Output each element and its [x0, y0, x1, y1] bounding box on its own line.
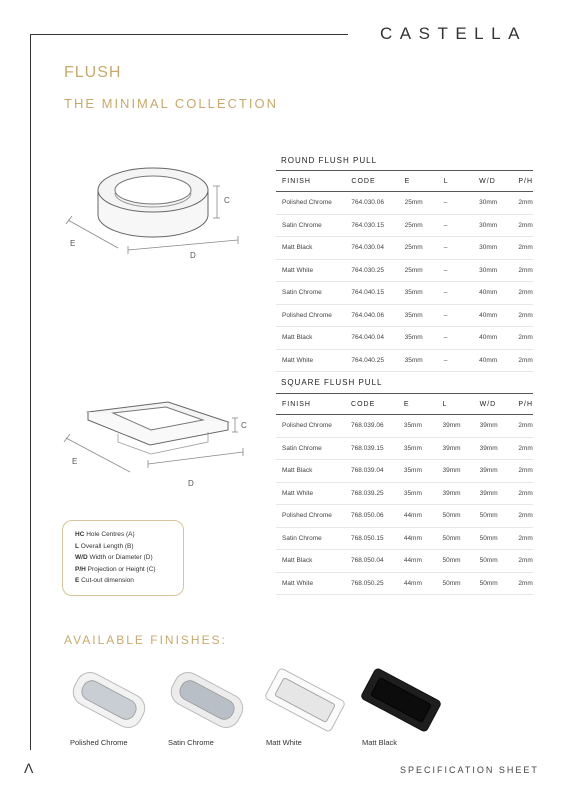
finish-cell: Matt White [276, 572, 345, 595]
wd-cell: 39mm [474, 460, 513, 483]
code-cell: 764.040.25 [345, 349, 398, 372]
finish-label: Polished Chrome [70, 738, 128, 747]
code-cell: 768.039.25 [345, 482, 398, 505]
l-cell: – [438, 237, 473, 260]
table-row [276, 505, 533, 528]
ph-cell: 2mm [512, 304, 533, 327]
l-cell: – [438, 304, 473, 327]
e-cell: 35mm [398, 460, 437, 483]
e-cell: 44mm [398, 527, 437, 550]
l-cell: 50mm [437, 527, 474, 550]
wd-cell: 30mm [473, 214, 512, 237]
finish-label: Matt Black [362, 738, 398, 747]
wd-cell: 40mm [473, 304, 512, 327]
finish-cell: Satin Chrome [276, 214, 345, 237]
table-header-row [276, 394, 533, 415]
legend-row [75, 564, 183, 576]
e-cell: 25mm [399, 192, 438, 215]
e-cell: 35mm [399, 304, 438, 327]
e-cell: 35mm [398, 482, 437, 505]
legend-text: Cut-out dimension [81, 577, 134, 584]
ph-cell: 2mm [512, 327, 533, 350]
finish-swatch [64, 665, 154, 735]
column-header-e: E [398, 394, 437, 415]
code-cell: 764.030.04 [345, 237, 398, 260]
l-cell: 50mm [437, 550, 474, 573]
finish-cell: Matt White [276, 482, 345, 505]
code-cell: 768.050.04 [345, 550, 398, 573]
finish-cell: Matt Black [276, 460, 345, 483]
round-table-title: ROUND FLUSH PULL [281, 156, 378, 165]
finish-cell: Polished Chrome [276, 192, 345, 215]
wd-cell: 50mm [474, 572, 513, 595]
finish-cell: Matt White [276, 259, 345, 282]
column-header-wd: W/D [474, 394, 513, 415]
column-header-ph: P/H [512, 171, 533, 192]
l-cell: 50mm [437, 505, 474, 528]
code-cell: 768.039.06 [345, 415, 398, 438]
column-header-finish: FINISH [276, 171, 345, 192]
finish-cell: Satin Chrome [276, 437, 345, 460]
finish-label: Satin Chrome [168, 738, 214, 747]
table-row [276, 237, 533, 260]
legend-text: Projection or Height (C) [87, 565, 156, 573]
page-title: FLUSH [64, 64, 122, 81]
e-cell: 25mm [399, 237, 438, 260]
e-cell: 35mm [398, 437, 437, 460]
finish-cell: Polished Chrome [276, 415, 345, 438]
table-row [276, 214, 533, 237]
ph-cell: 2mm [512, 437, 533, 460]
ph-cell: 2mm [512, 237, 533, 260]
legend-abbr: P/H [75, 565, 86, 573]
e-cell: 35mm [399, 327, 438, 350]
legend-text: Overall Length (B) [80, 542, 134, 550]
square-flush-pull-diagram [58, 392, 258, 502]
dimension-d-label: D [188, 479, 194, 488]
finish-swatch [356, 665, 446, 735]
code-cell: 764.040.06 [345, 304, 398, 327]
wd-cell: 30mm [473, 259, 512, 282]
dimension-legend [62, 520, 184, 596]
l-cell: – [438, 282, 473, 305]
finish-cell: Matt Black [276, 237, 345, 260]
brand-logo: CASTELLA [380, 24, 527, 43]
ph-cell: 2mm [512, 259, 533, 282]
finishes-title: AVAILABLE FINISHES: [64, 633, 227, 647]
legend-abbr: W/D [75, 554, 88, 561]
e-cell: 25mm [399, 259, 438, 282]
wd-cell: 39mm [474, 482, 513, 505]
table-row [276, 460, 533, 483]
e-cell: 25mm [399, 214, 438, 237]
column-header-wd: W/D [473, 171, 512, 192]
wd-cell: 50mm [474, 550, 513, 573]
e-cell: 35mm [399, 349, 438, 372]
ph-cell: 2mm [512, 460, 533, 483]
code-cell: 768.050.25 [345, 572, 398, 595]
table-row [276, 482, 533, 505]
page-subtitle: THE MINIMAL COLLECTION [64, 96, 278, 111]
finish-label: Matt White [266, 738, 302, 747]
l-cell: – [438, 349, 473, 372]
table-row [276, 304, 533, 327]
wd-cell: 30mm [473, 192, 512, 215]
legend-abbr: E [75, 577, 80, 584]
finish-cell: Matt Black [276, 550, 345, 573]
wd-cell: 50mm [474, 527, 513, 550]
column-header-l: L [437, 394, 474, 415]
code-cell: 768.039.04 [345, 460, 398, 483]
code-cell: 764.040.15 [345, 282, 398, 305]
wd-cell: 40mm [473, 282, 512, 305]
legend-row [75, 529, 183, 541]
code-cell: 768.050.06 [345, 505, 398, 528]
code-cell: 764.030.06 [345, 192, 398, 215]
dimension-e-label: E [70, 239, 76, 248]
ph-cell: 2mm [512, 505, 533, 528]
column-header-e: E [399, 171, 438, 192]
code-cell: 764.030.25 [345, 259, 398, 282]
e-cell: 44mm [398, 550, 437, 573]
table-row [276, 192, 533, 215]
table-row [276, 550, 533, 573]
wd-cell: 40mm [473, 327, 512, 350]
legend-text: Width or Diameter (D) [89, 554, 153, 561]
frame-top-line [30, 34, 348, 35]
ph-cell: 2mm [512, 349, 533, 372]
e-cell: 44mm [398, 572, 437, 595]
dimension-e-label: E [72, 457, 78, 466]
ph-cell: 2mm [512, 192, 533, 215]
ph-cell: 2mm [512, 214, 533, 237]
l-cell: – [438, 214, 473, 237]
square-table-title: SQUARE FLUSH PULL [281, 378, 383, 387]
table-row [276, 437, 533, 460]
l-cell: 50mm [437, 572, 474, 595]
l-cell: 39mm [437, 460, 474, 483]
column-header-code: CODE [345, 394, 398, 415]
e-cell: 44mm [398, 505, 437, 528]
legend-abbr: HC [75, 531, 85, 538]
code-cell: 768.050.15 [345, 527, 398, 550]
l-cell: – [438, 192, 473, 215]
e-cell: 35mm [399, 282, 438, 305]
legend-row [75, 552, 183, 564]
finish-cell: Polished Chrome [276, 304, 345, 327]
table-row [276, 282, 533, 305]
l-cell: – [438, 259, 473, 282]
legend-row [75, 575, 183, 587]
footer-label: SPECIFICATION SHEET [400, 765, 539, 775]
dimension-d-label: D [190, 251, 196, 260]
e-cell: 35mm [398, 415, 437, 438]
legend-text: Hole Centres (A) [86, 531, 135, 538]
ph-cell: 2mm [512, 415, 533, 438]
column-header-l: L [438, 171, 473, 192]
table-row [276, 572, 533, 595]
legend-abbr: L [75, 542, 79, 550]
l-cell: 39mm [437, 437, 474, 460]
column-header-finish: FINISH [276, 394, 345, 415]
wd-cell: 39mm [474, 437, 513, 460]
code-cell: 764.040.04 [345, 327, 398, 350]
table-row [276, 527, 533, 550]
wd-cell: 30mm [473, 237, 512, 260]
code-cell: 764.030.15 [345, 214, 398, 237]
dimension-c-label: C [241, 421, 247, 430]
ph-cell: 2mm [512, 482, 533, 505]
finish-swatch [162, 665, 252, 735]
finish-cell: Satin Chrome [276, 282, 345, 305]
legend-row [75, 541, 183, 553]
finish-cell: Matt White [276, 349, 345, 372]
ph-cell: 2mm [512, 527, 533, 550]
l-cell: 39mm [437, 415, 474, 438]
finish-swatch [260, 665, 350, 735]
table-row [276, 349, 533, 372]
dimension-c-label: C [224, 196, 230, 205]
column-header-ph: P/H [512, 394, 533, 415]
column-header-code: CODE [345, 171, 398, 192]
footer-logo-mark: Λ [24, 760, 34, 776]
round-flush-pull-diagram [58, 160, 258, 280]
round-spec-table [276, 170, 533, 372]
table-row [276, 327, 533, 350]
frame-left-line [30, 34, 31, 750]
l-cell: – [438, 327, 473, 350]
finish-cell: Satin Chrome [276, 527, 345, 550]
l-cell: 39mm [437, 482, 474, 505]
wd-cell: 50mm [474, 505, 513, 528]
ph-cell: 2mm [512, 572, 533, 595]
wd-cell: 40mm [473, 349, 512, 372]
finish-cell: Polished Chrome [276, 505, 345, 528]
square-spec-table [276, 393, 533, 595]
table-row [276, 415, 533, 438]
ph-cell: 2mm [512, 282, 533, 305]
code-cell: 768.039.15 [345, 437, 398, 460]
table-row [276, 259, 533, 282]
wd-cell: 39mm [474, 415, 513, 438]
ph-cell: 2mm [512, 550, 533, 573]
table-header-row [276, 171, 533, 192]
finish-cell: Matt Black [276, 327, 345, 350]
